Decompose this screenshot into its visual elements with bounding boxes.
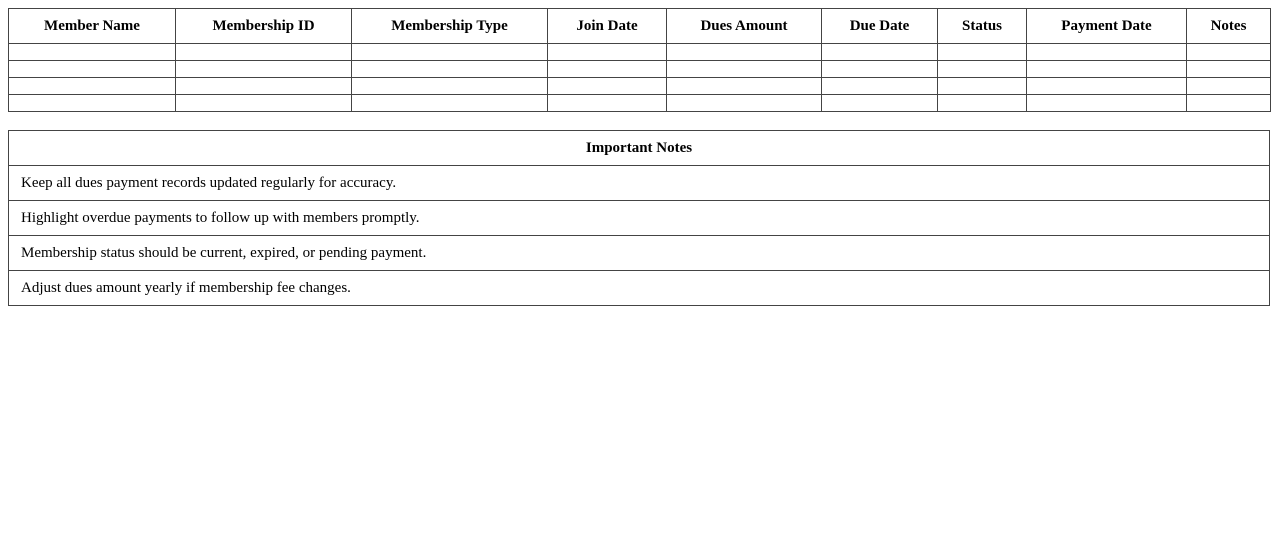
note-item: Membership status should be current, expired, or pending payment. xyxy=(9,236,1270,271)
notes-header-row xyxy=(9,131,1270,166)
table-cell[interactable] xyxy=(176,61,352,78)
table-cell[interactable] xyxy=(938,44,1027,61)
table-cell[interactable] xyxy=(1027,61,1187,78)
note-row xyxy=(9,236,1270,271)
table-cell[interactable] xyxy=(667,44,822,61)
table-cell[interactable] xyxy=(667,95,822,112)
note-item: Adjust dues amount yearly if membership fee changes. xyxy=(9,271,1270,306)
notes-title: Important Notes xyxy=(9,131,1270,166)
table-cell[interactable] xyxy=(176,95,352,112)
column-header-member-name: Member Name xyxy=(9,9,176,44)
table-cell[interactable] xyxy=(822,78,938,95)
table-cell[interactable] xyxy=(548,78,667,95)
table-cell[interactable] xyxy=(1027,44,1187,61)
table-cell[interactable] xyxy=(9,44,176,61)
column-header-dues-amount: Dues Amount xyxy=(667,9,822,44)
table-cell[interactable] xyxy=(667,78,822,95)
table-cell[interactable] xyxy=(9,78,176,95)
table-cell[interactable] xyxy=(1027,78,1187,95)
table-row xyxy=(9,78,1271,95)
table-cell[interactable] xyxy=(548,61,667,78)
table-row xyxy=(9,44,1271,61)
table-cell[interactable] xyxy=(938,78,1027,95)
table-cell[interactable] xyxy=(352,44,548,61)
table-cell[interactable] xyxy=(352,95,548,112)
table-cell[interactable] xyxy=(1187,44,1271,61)
column-header-notes: Notes xyxy=(1187,9,1271,44)
table-cell[interactable] xyxy=(1187,95,1271,112)
table-cell[interactable] xyxy=(822,44,938,61)
table-cell[interactable] xyxy=(176,44,352,61)
table-cell[interactable] xyxy=(548,44,667,61)
table-cell[interactable] xyxy=(9,95,176,112)
note-row xyxy=(9,166,1270,201)
table-cell[interactable] xyxy=(352,78,548,95)
note-row xyxy=(9,201,1270,236)
table-cell[interactable] xyxy=(667,61,822,78)
column-header-join-date: Join Date xyxy=(548,9,667,44)
column-header-due-date: Due Date xyxy=(822,9,938,44)
table-cell[interactable] xyxy=(352,61,548,78)
table-cell[interactable] xyxy=(1187,61,1271,78)
table-cell[interactable] xyxy=(548,95,667,112)
note-item: Keep all dues payment records updated regularly for accuracy. xyxy=(9,166,1270,201)
table-cell[interactable] xyxy=(176,78,352,95)
table-cell[interactable] xyxy=(9,61,176,78)
note-row xyxy=(9,271,1270,306)
header-row xyxy=(9,9,1271,44)
table-row xyxy=(9,95,1271,112)
table-cell[interactable] xyxy=(938,95,1027,112)
table-cell[interactable] xyxy=(822,95,938,112)
column-header-payment-date: Payment Date xyxy=(1027,9,1187,44)
table-cell[interactable] xyxy=(1187,78,1271,95)
table-cell[interactable] xyxy=(822,61,938,78)
note-item: Highlight overdue payments to follow up with members promptly. xyxy=(9,201,1270,236)
table-cell[interactable] xyxy=(938,61,1027,78)
column-header-membership-id: Membership ID xyxy=(176,9,352,44)
dues-tracking-table xyxy=(8,8,1271,112)
table-cell[interactable] xyxy=(1027,95,1187,112)
column-header-membership-type: Membership Type xyxy=(352,9,548,44)
table-row xyxy=(9,61,1271,78)
important-notes-table xyxy=(8,130,1270,306)
column-header-status: Status xyxy=(938,9,1027,44)
